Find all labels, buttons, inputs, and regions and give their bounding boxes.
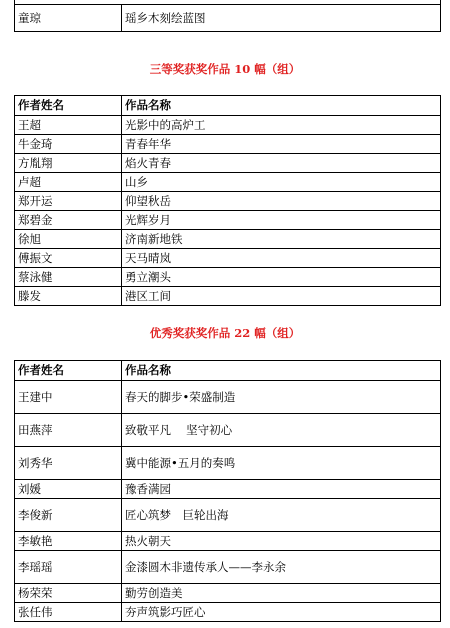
work-title-header: 作品名称 [122,96,441,116]
table-row [15,287,441,306]
author-name-cell: 王建中 [15,381,122,414]
table-row [15,584,441,603]
table-row [15,211,441,230]
work-title-cell: 豫香满园 [122,480,441,499]
table-header-row [15,96,441,116]
table-row [15,135,441,154]
author-name-cell: 郑碧金 [15,211,122,230]
third-prize-table [14,95,441,306]
author-name-cell: 李敏艳 [15,532,122,551]
work-title-header: 作品名称 [122,361,441,381]
table-row [15,5,441,32]
author-name-cell: 张任伟 [15,603,122,622]
author-name-cell: 王超 [15,116,122,135]
author-name-cell: 牛金琦 [15,135,122,154]
author-name-cell: 蔡泳健 [15,268,122,287]
previous-section-table-tail [14,4,441,32]
author-name-cell: 卢超 [15,173,122,192]
work-title-cell: 青春年华 [122,135,441,154]
work-title-cell: 瑶乡木刻绘蓝图 [122,5,441,32]
table-row [15,192,441,211]
work-title-cell: 春天的脚步•荣盛制造 [122,381,441,414]
work-title-cell: 仰望秋岳 [122,192,441,211]
table-row [15,154,441,173]
work-title-cell: 冀中能源•五月的奏鸣 [122,447,441,480]
author-name-cell: 田燕萍 [15,414,122,447]
table-row [15,249,441,268]
table-row [15,173,441,192]
table-row [15,447,441,480]
author-name-cell: 童琼 [15,5,122,32]
excellent-award-table [14,360,441,622]
author-name-cell: 郑开运 [15,192,122,211]
author-name-cell: 刘秀华 [15,447,122,480]
author-name-cell: 杨荣荣 [15,584,122,603]
work-title-cell: 勇立潮头 [122,268,441,287]
table-row [15,480,441,499]
work-title-cell: 热火朝天 [122,532,441,551]
work-title-cell: 光辉岁月 [122,211,441,230]
table-row [15,603,441,622]
work-title-cell: 山乡 [122,173,441,192]
work-title-cell: 光影中的高炉工 [122,116,441,135]
author-name-cell: 李俊新 [15,499,122,532]
author-name-header: 作者姓名 [15,96,122,116]
third-prize-title: 三等奖获奖作品 10 幅（组） [149,62,301,76]
table-row [15,116,441,135]
author-name-cell: 李瑶瑶 [15,551,122,584]
table-row [15,381,441,414]
work-title-cell: 匠心筑梦 巨轮出海 [122,499,441,532]
work-title-cell: 济南新地铁 [122,230,441,249]
work-title-cell: 天马晴岚 [122,249,441,268]
author-name-cell: 徐旭 [15,230,122,249]
author-name-cell: 傅振文 [15,249,122,268]
work-title-cell: 港区工间 [122,287,441,306]
table-row [15,499,441,532]
table-row [15,268,441,287]
excellent-award-title: 优秀奖获奖作品 22 幅（组） [149,326,301,340]
author-name-cell: 刘媛 [15,480,122,499]
work-title-cell: 夯声筑影巧匠心 [122,603,441,622]
work-title-cell: 焰火青春 [122,154,441,173]
author-name-cell: 方胤翔 [15,154,122,173]
work-title-cell: 勤劳创造美 [122,584,441,603]
table-header-row [15,361,441,381]
table-row [15,532,441,551]
author-name-header: 作者姓名 [15,361,122,381]
work-title-cell: 致敬平凡 坚守初心 [122,414,441,447]
work-title-cell: 金漆圆木非遗传承人——李永余 [122,551,441,584]
table-row [15,230,441,249]
author-name-cell: 滕发 [15,287,122,306]
table-row [15,551,441,584]
table-row [15,414,441,447]
